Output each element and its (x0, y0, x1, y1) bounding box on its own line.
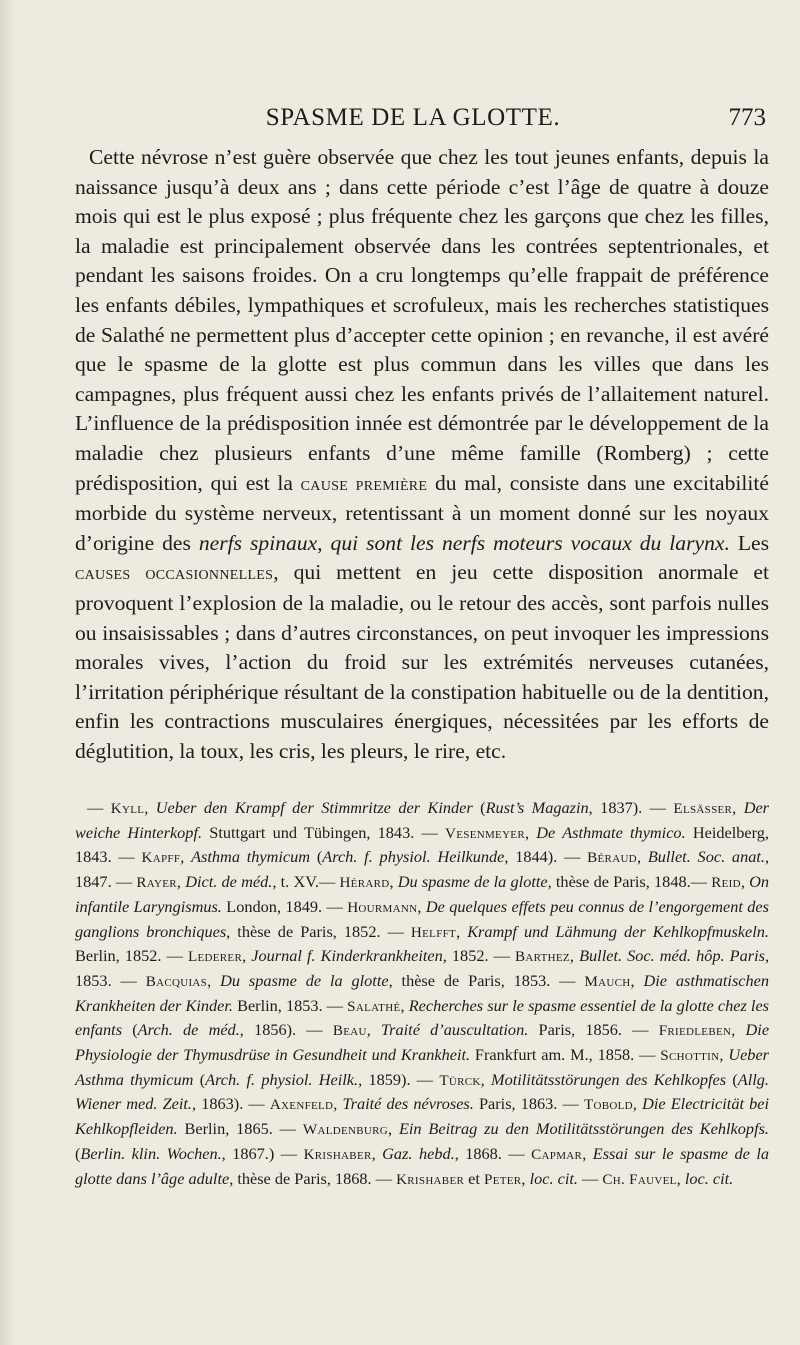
citation-run: Paris, 1856. — (528, 1020, 659, 1040)
running-header (60, 100, 766, 134)
citation-run: , (389, 872, 398, 892)
citation-run: Vesenmeyer (445, 824, 525, 842)
citation-run: ( (310, 847, 323, 867)
citation-run: 1853. — (75, 970, 146, 990)
bibliography-text (75, 796, 769, 1191)
page-title: SPASME DE LA GLOTTE. (265, 104, 561, 131)
citation-run: Die asthmatischen Krankheiten der Kinder. (75, 970, 770, 1015)
citation-run: , (632, 1094, 643, 1114)
citation-run: , (731, 1020, 746, 1040)
citation-run: Dict. de méd. (185, 872, 273, 892)
citation-run: Bullet. Soc. méd. hôp. Paris, (579, 946, 770, 966)
citation-run: , (582, 1143, 593, 1163)
citation-run: , (480, 1069, 492, 1089)
citation-run: Salathé (347, 997, 401, 1015)
citation-run: , (732, 798, 744, 817)
citation-run: Du spasme de la glotte, (397, 872, 552, 892)
main-paragraph (75, 143, 769, 766)
citation-run: Arch. f. physiol. Heilkunde (322, 847, 505, 867)
citation-run: , 1868. — (454, 1143, 532, 1163)
citation-run: Gaz. hebd. (382, 1143, 455, 1163)
text-run: cause première (300, 472, 428, 495)
citation-run: Berlin, 1852. — (75, 946, 188, 966)
citation-run: Rust’s Magazin (485, 798, 589, 817)
citation-run: , 1852. — (442, 946, 515, 966)
citation-run: Der weiche Hinterkopf. (75, 798, 770, 842)
citation-run: Schottin (660, 1047, 720, 1065)
citation-run: , (569, 946, 580, 966)
citation-run: , (144, 798, 156, 817)
text-run: du mal, consiste dans une excitabilité morbide du système nerveux, retentissant à un moment donné sur les noyaux d’origine des (75, 470, 769, 555)
citation-run: Krampf und Lähmung der Kehlkopfmuskeln. (467, 921, 769, 941)
text-run: Les (729, 530, 770, 555)
citation-run: Kapff (141, 849, 181, 867)
citation-run: Krishaber (303, 1145, 372, 1163)
citation-run: , (242, 946, 252, 966)
citation-run: loc. cit. (684, 1168, 734, 1188)
text-run: , qui mettent en jeu cette disposition anormale et provoquent l’explosion de la maladie, ou le retour des accès, sont parfois nulles ou insaisissables ; dans d’autres circonstances, on peut invoquer les impressions morales vives, l’action du froid sur les extrémités nerveuses cutanées, l’irritation périphérique résultant de la constipation habituelle ou de la dentition, enfin les contractions musculaires énergiques, nécessitées par les efforts de déglutition, la toux, les cris, les pleurs, le rire, etc. (75, 560, 769, 763)
citation-run: Waldenburg (302, 1121, 388, 1139)
citation-run: London, 1849. — (221, 896, 348, 916)
citation-run: Mauch (584, 972, 631, 990)
citation-run: — (577, 1168, 603, 1188)
citation-run: Hourmann (347, 898, 418, 916)
citation-run: , (417, 896, 426, 916)
citation-run: Ueber den Krampf der Stimmritze der Kinder (155, 798, 473, 817)
citation-run: Berlin, 1853. — (232, 995, 348, 1015)
citation-run: Elsässer (673, 800, 733, 817)
citation-run: Ueber Asthma thymicum (75, 1045, 770, 1089)
citation-run: Lederer (187, 948, 243, 966)
citation-run: ( (75, 1143, 81, 1163)
citation-run: Essai sur le spasme de la glotte dans l’âge adulte, (75, 1143, 770, 1188)
citation-run: , (456, 921, 468, 941)
citation-run: thèse de Paris, 1868. — (233, 1168, 397, 1188)
citation-run: ( (726, 1069, 738, 1089)
citation-run: De Asthmate thymico. (536, 822, 686, 842)
citation-run: Bullet. Soc. anat. (647, 847, 765, 867)
citation-run: , (719, 1045, 729, 1065)
citation-run: Heidelberg, 1843. — (75, 822, 769, 867)
citation-run: Berlin. klin. Wochen. (80, 1143, 222, 1163)
citation-run: , (521, 1168, 530, 1188)
citation-run: loc. cit. (529, 1168, 578, 1188)
citation-run: et (464, 1168, 484, 1188)
citation-run: Die Physiologie der Thymusdrüse in Gesundheit und Krankheit. (75, 1020, 770, 1065)
citation-run: Helfft (410, 923, 457, 941)
citation-run: Hérard (339, 874, 390, 892)
citation-run: , (333, 1094, 343, 1114)
paragraph-text (75, 143, 769, 766)
citation-run: Traité d’auscultation. (381, 1020, 529, 1040)
citation-run: , 1837). — (588, 798, 674, 817)
citation-run: Motilitätsstörungen des Kehlkopfes (491, 1069, 727, 1089)
citation-run: Friedleben (658, 1022, 732, 1040)
citation-run: Rayer (136, 874, 177, 892)
citation-run: , (740, 872, 750, 892)
citation-run: , (524, 822, 537, 842)
page-number: 773 (728, 104, 766, 131)
citation-run: Barthez (515, 948, 570, 966)
text-run: Cette névrose n’est guère observée que chez les tout jeunes enfants, depuis la naissance jusqu’à deux ans ; dans cette période c’est l’âge de quatre à douze mois qui est le plus exposé ; plus fréquente chez les garçons que chez les filles, la maladie est principalement observée dans les contrées septentrionales, et pendant les saisons froides. On a cru longtemps qu’elle frappait de préférence les enfants débiles, lympathiques et scrofuleux, mais les recherches statistiques de Salathé ne permettent plus d’accepter cette opinion ; en revanche, il est avéré que le spasme de la glotte est plus commun dans les villes que dans les campagnes, plus fréquent aussi chez les enfants privés de l’allaitement naturel. L’influence de la prédisposition innée est démontrée par le développement de la maladie chez plusieurs enfants d’une même famille (Romberg) ; cette prédisposition, qui est la (75, 145, 769, 495)
citation-run: , (366, 1020, 382, 1040)
citation-run: Die Electricität bei Kehlkopfleiden. (75, 1094, 770, 1139)
citation-run: , t. XV.— (272, 872, 340, 892)
citation-run: ( (122, 1020, 138, 1040)
citation-run: Traité des névroses. (342, 1094, 474, 1114)
citation-run: , 1863). — (192, 1094, 270, 1114)
citation-run: — (87, 798, 111, 817)
citation-run: thèse de Paris, 1848.— (551, 872, 712, 892)
citation-run: , (207, 970, 221, 990)
citation-run: Du spasme de la glotte, (220, 970, 393, 990)
citation-run: Beau (332, 1022, 367, 1040)
citation-run: Paris, 1863. — (473, 1094, 584, 1114)
citation-run: Reid (711, 874, 741, 892)
citation-run: , (180, 847, 192, 867)
citation-run: Axenfeld (269, 1096, 334, 1114)
citation-run: Peter (484, 1170, 522, 1188)
citation-run: Stuttgart und Tübingen, 1843. — (202, 822, 446, 842)
citation-run: Bacquias (145, 972, 208, 990)
bibliography (75, 796, 769, 1191)
citation-run: Béraud (587, 849, 637, 867)
citation-run: thèse de Paris, 1853. — (392, 970, 585, 990)
citation-run: , (676, 1168, 685, 1188)
citation-run: On infantile Laryngismus. (75, 872, 770, 916)
citation-run: , 1867.) — (221, 1143, 304, 1163)
citation-run: , (176, 872, 186, 892)
citation-run: , (400, 995, 409, 1015)
citation-run: , (371, 1143, 383, 1163)
citation-run: thèse de Paris, 1852. — (230, 921, 411, 941)
citation-run: , 1856). — (239, 1020, 333, 1040)
text-run: causes occasionnelles (75, 562, 274, 585)
citation-run: , 1847. — (75, 847, 770, 892)
citation-run: Berlin, 1865. — (177, 1119, 303, 1139)
citation-run: Ein Beitrag zu den Motilitätsstörungen des Kehlkopfs. (398, 1119, 769, 1139)
citation-run: ( (193, 1069, 206, 1089)
citation-run: , (630, 970, 644, 990)
citation-run: Türck (439, 1071, 481, 1089)
citation-run: Krishaber (396, 1170, 465, 1188)
citation-run: Arch. de méd. (137, 1020, 240, 1040)
citation-run: De quelques effets peu connus de l’engorgement des ganglions bronchiques, (75, 896, 769, 941)
citation-run: Asthma thymicum (191, 847, 311, 867)
citation-run: , 1859). — (358, 1069, 440, 1089)
citation-run: Journal f. Kinderkrankheiten (251, 946, 443, 966)
page-left-edge (0, 0, 14, 1345)
citation-run: Frankfurt am. M., 1858. — (470, 1045, 661, 1065)
text-run: nerfs spinaux, qui sont les nerfs moteurs vocaux du larynx. (198, 530, 730, 555)
citation-run: , (636, 847, 648, 867)
citation-run: , 1844). — (504, 847, 588, 867)
citation-run: Arch. f. physiol. Heilk. (205, 1069, 359, 1089)
citation-run: Recherches sur le spasme essentiel de la glotte chez les enfants (75, 995, 770, 1040)
citation-run: Tobold (583, 1096, 633, 1114)
citation-run: , (387, 1119, 399, 1139)
citation-run: Kyll (110, 800, 145, 817)
citation-run: Capmar (531, 1145, 583, 1163)
citation-run: ( (472, 798, 486, 817)
citation-run: Allg. Wiener med. Zeit. (75, 1069, 769, 1114)
citation-run: Ch. Fauvel (602, 1170, 677, 1188)
